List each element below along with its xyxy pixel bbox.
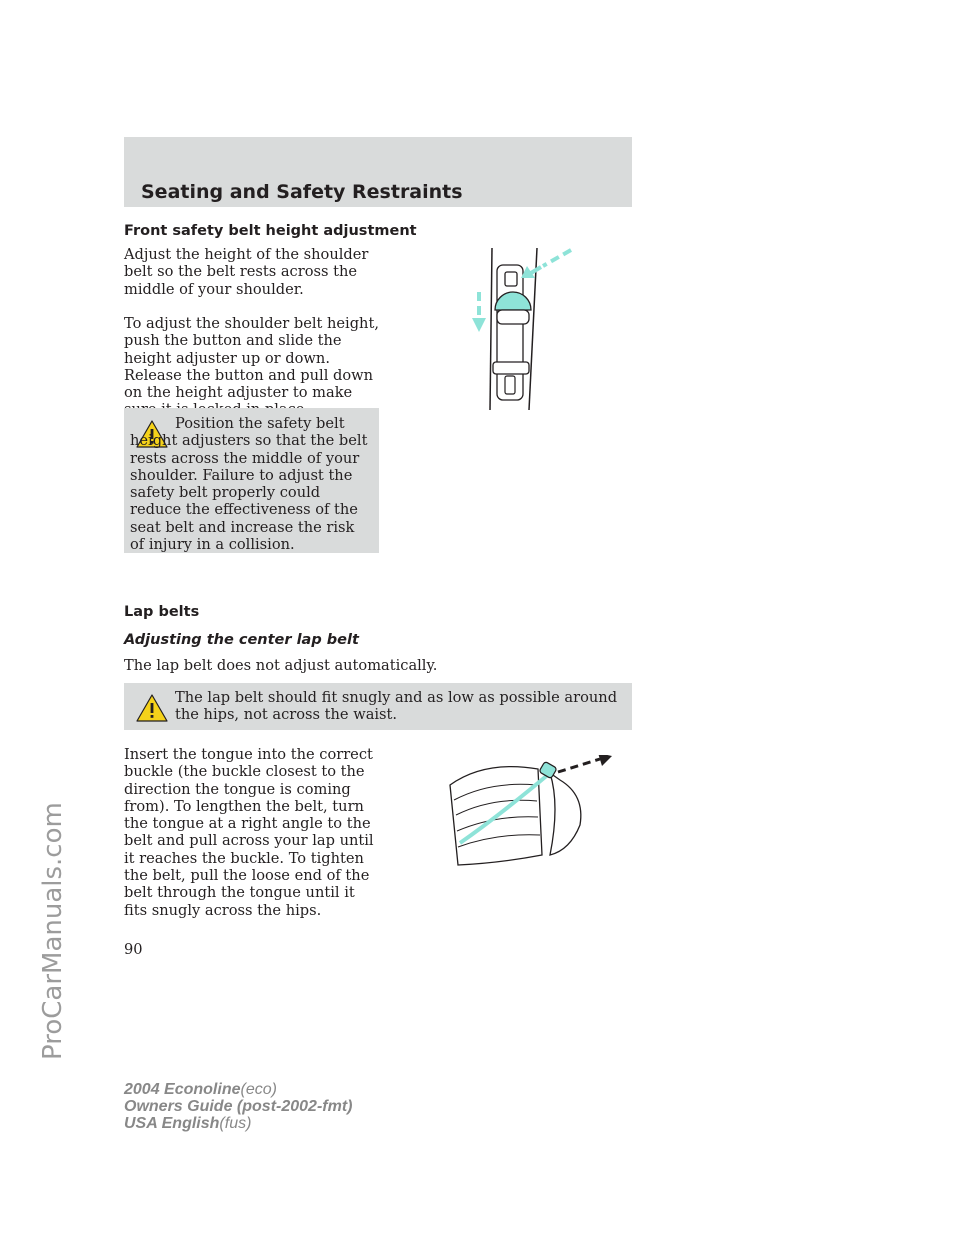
paragraph-adjust-height: Adjust the height of the shoulder belt so the belt rests across the middle of your shoulder. [124, 246, 369, 298]
page-title: Seating and Safety Restraints [141, 181, 463, 203]
warning-triangle-icon [135, 693, 169, 723]
footer-language-code: (fus) [219, 1115, 252, 1132]
watermark: ProCarManuals.com [38, 802, 68, 1060]
warning-box-height [124, 408, 379, 553]
heading-height-adjustment: Front safety belt height adjustment [124, 223, 417, 239]
footer-model: 2004 Econoline [124, 1081, 241, 1098]
shoulder-belt-adjuster-illustration [465, 240, 585, 415]
heading-lap-belts: Lap belts [124, 604, 200, 620]
footer-guide: Owners Guide (post-2002-fmt) [124, 1098, 353, 1115]
warning-box-lap [124, 683, 632, 730]
warning-text-lap: The lap belt should fit snugly and as low as possible around the hips, not across the waist. [175, 689, 618, 724]
footer-model-code: (eco) [240, 1081, 277, 1098]
footer-language: USA English [124, 1115, 220, 1132]
document-footer [124, 1081, 352, 1132]
warning-text-height: Position the safety belt height adjusters so that the belt rests across the middle of your shoulder. Failure to adjust the safety belt properly could reduce the effectiveness of the seat belt and increase the risk of injury in a collision. [130, 415, 368, 554]
paragraph-lap-procedure: Insert the tongue into the correct buckle (the buckle closest to the direction the tongue is coming from). To lengthen the belt, turn the tongue at a right angle to the belt and pull across your lap until it reaches the buckle. To tighten the belt, pull the loose end of the belt through the tongue until it fits snugly across the hips. [124, 746, 374, 919]
subheading-center-lap-belt: Adjusting the center lap belt [124, 632, 359, 648]
lap-belt-tongue-illustration [440, 755, 620, 870]
paragraph-adjust-procedure: To adjust the shoulder belt height, push the button and slide the height adjuster up or down. Release the button and pull down on the height adjuster to make [124, 315, 379, 402]
page-number: 90 [124, 941, 143, 958]
paragraph-lap-auto: The lap belt does not adjust automatically. [124, 657, 438, 674]
section-header [124, 137, 632, 207]
